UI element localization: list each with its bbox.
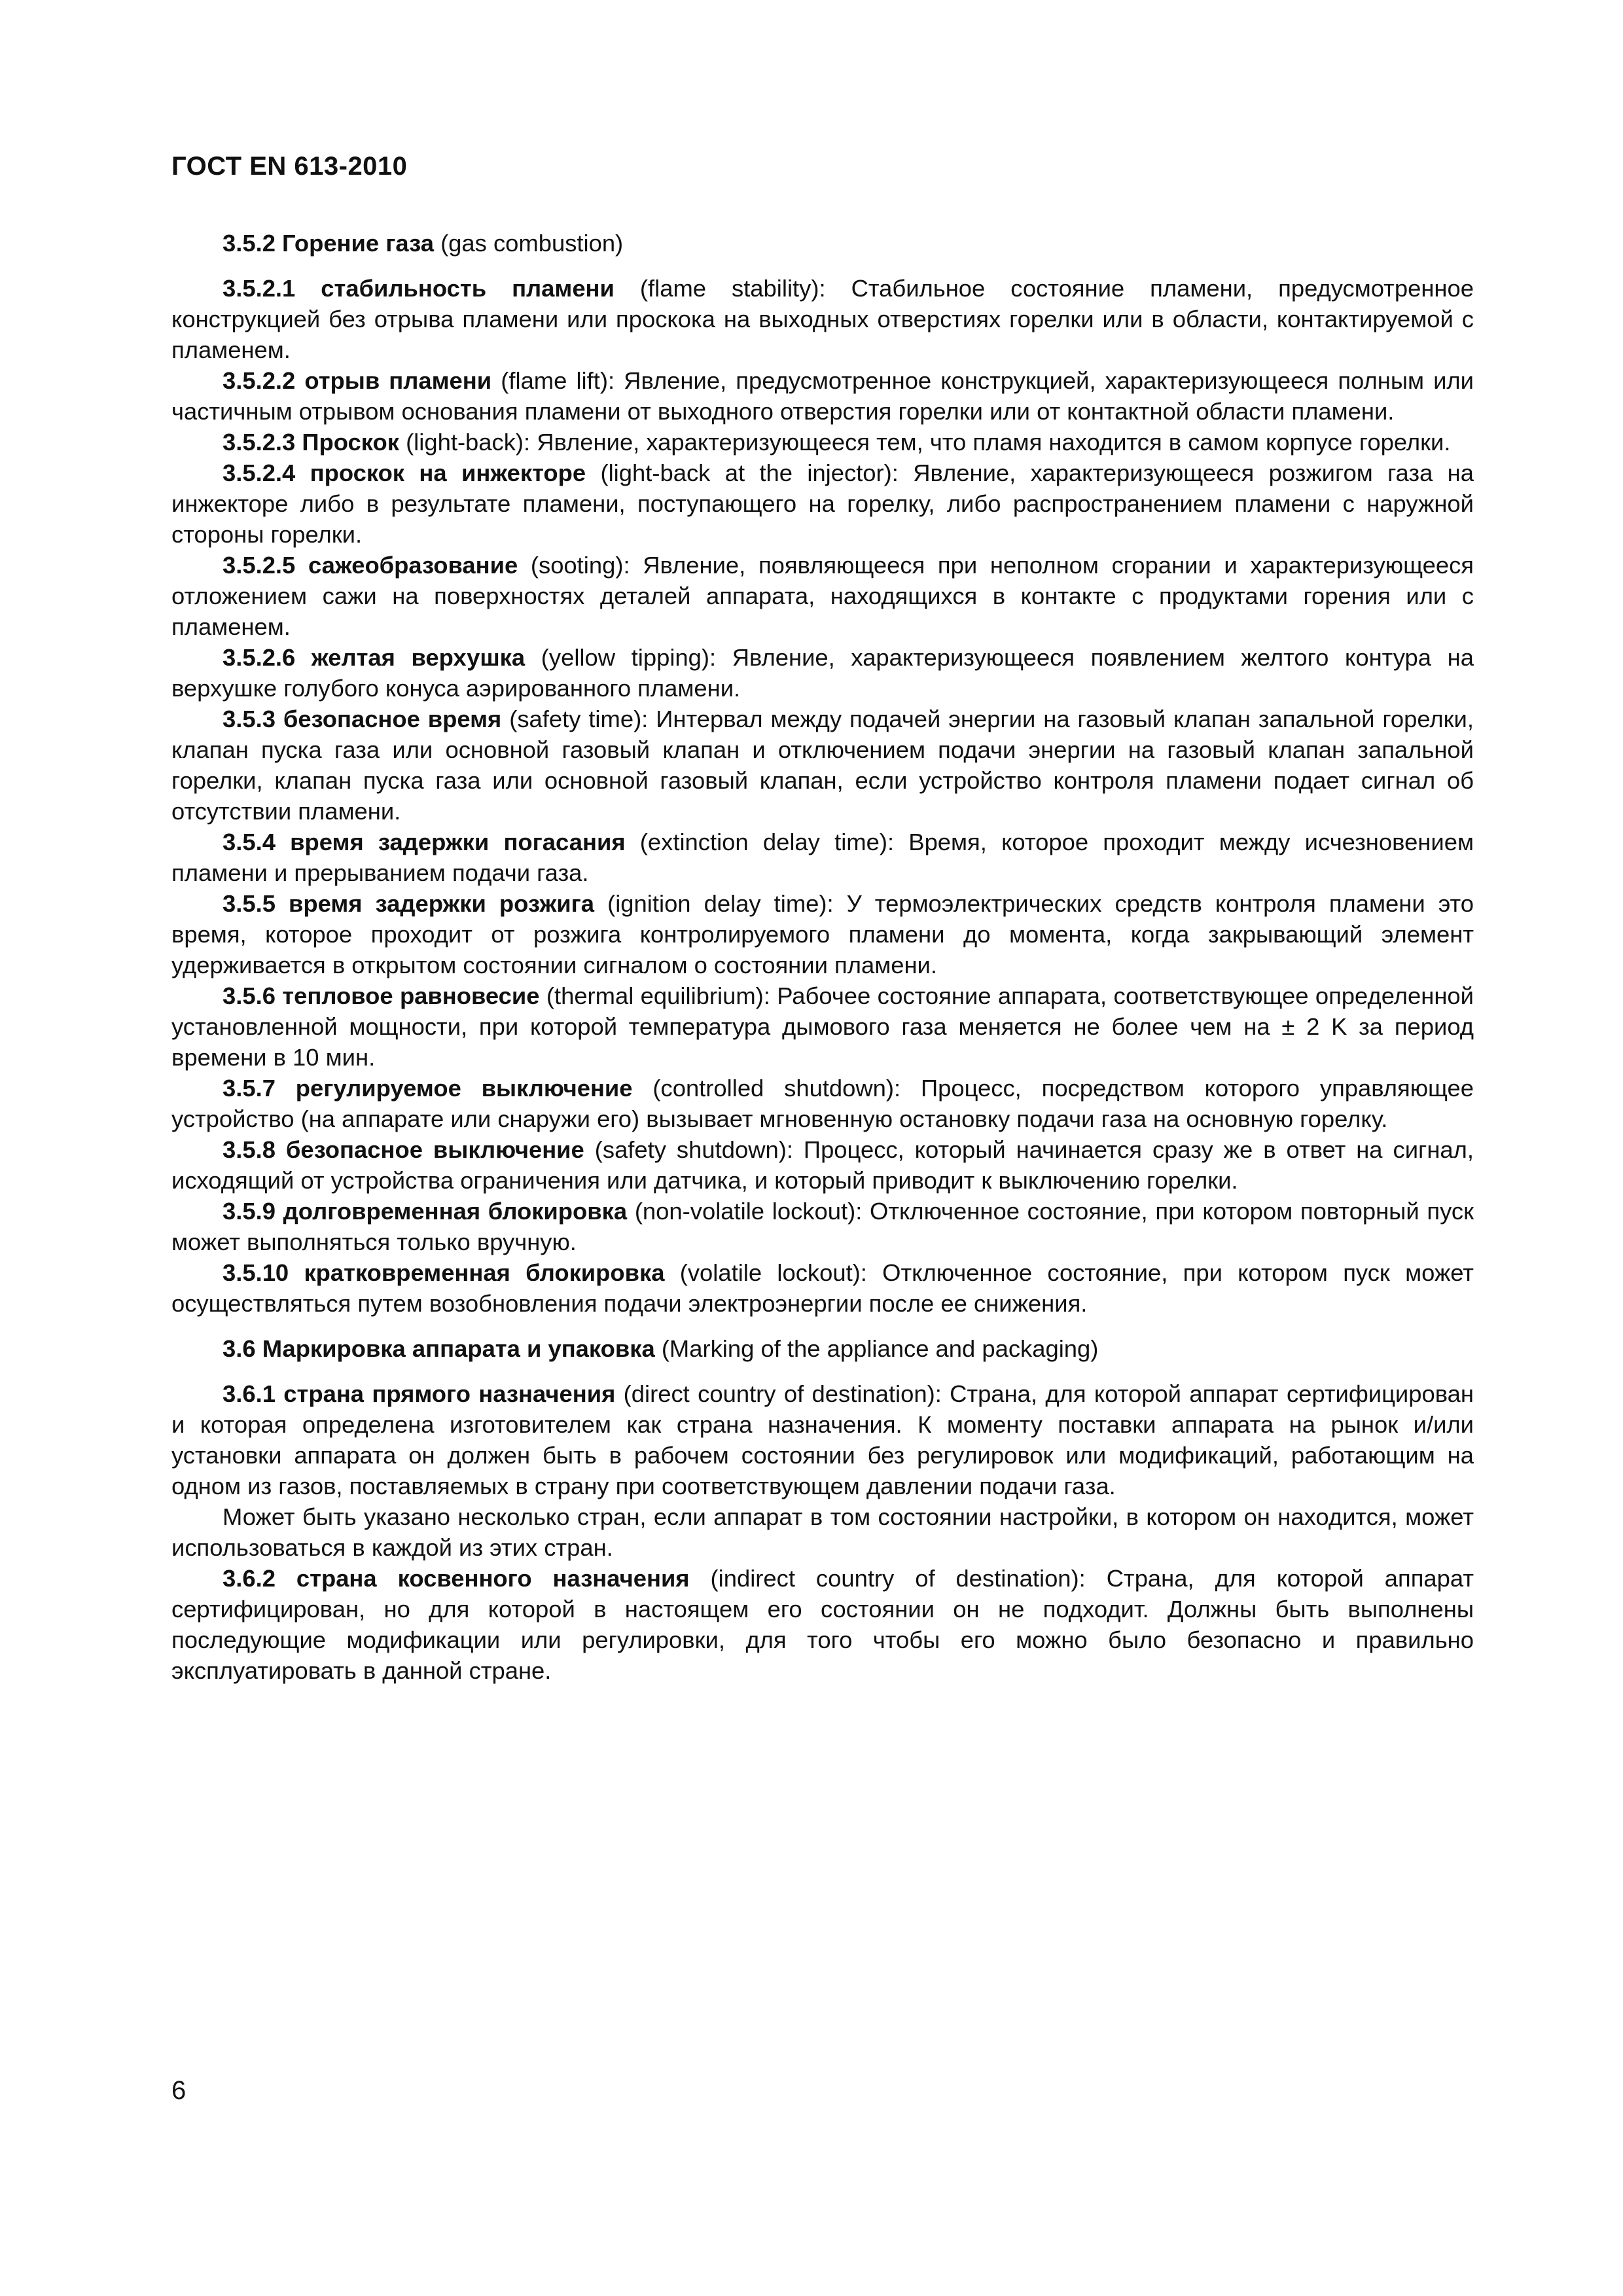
definition: (yellow tipping): Явление, характеризующееся появлением желтого контура на верхушке голубого конуса аэрированного пламени. bbox=[171, 644, 1474, 702]
section-3-6-1-note bbox=[171, 1501, 1474, 1563]
term: 3.5.3 безопасное время bbox=[223, 706, 502, 732]
term: 3.5.6 тепловое равновесие bbox=[223, 982, 540, 1009]
definition: (thermal equilibrium): Рабочее состояние аппарата, соответствующее определенной установленной мощности, при которой температура дымового газа меняется не более чем на ± 2 K за период времени в 10 мин. bbox=[171, 982, 1474, 1071]
term: 3.6.1 страна прямого назначения bbox=[223, 1380, 616, 1407]
section-3-5-5 bbox=[171, 888, 1474, 980]
term: 3.5.2.5 сажеобразование bbox=[223, 552, 518, 579]
definition: (extinction delay time): Время, которое проходит между исчезновением пламени и прерыванием подачи газа. bbox=[171, 829, 1474, 886]
section-3-5-2-2 bbox=[171, 365, 1474, 427]
term: 3.5.2.6 желтая верхушка bbox=[223, 644, 526, 671]
section-3-6-2 bbox=[171, 1563, 1474, 1686]
definition: (gas combustion) bbox=[433, 230, 624, 257]
page-number: 6 bbox=[171, 2076, 187, 2105]
definition: (sooting): Явление, появляющееся при неполном сгорании и характеризующееся отложением сажи на поверхностях деталей аппарата, находящихся в контакте с продуктами горения или с пламенем. bbox=[171, 552, 1474, 640]
term: 3.5.2.2 отрыв пламени bbox=[223, 367, 492, 394]
definition: (controlled shutdown): Процесс, посредством которого управляющее устройство (на аппарате или снаружи его) вызывает мгновенную остановку подачи газа на основную горелку. bbox=[171, 1075, 1474, 1132]
definition: (flame stability): Стабильное состояние пламени, предусмотренное конструкцией без отрыва пламени или проскока на выходных отверстиях горелки или в области, контактируемой с пламенем. bbox=[171, 275, 1474, 363]
term: 3.5.2.4 проскок на инжекторе bbox=[223, 459, 586, 486]
section-3-5-9 bbox=[171, 1196, 1474, 1257]
document-header: ГОСТ EN 613-2010 bbox=[171, 152, 408, 181]
term: 3.5.7 регулируемое выключение bbox=[223, 1075, 633, 1102]
definition: (volatile lockout): Отключенное состояние, при котором пуск может осуществляться путем возобновления подачи электроэнергии после ее снижения. bbox=[171, 1259, 1474, 1317]
definition: (ignition delay time): У термоэлектрических средств контроля пламени это время, которое проходит от розжига контролируемого пламени до момента, когда закрывающий элемент удерживается в открытом состоянии сигналом о состоянии пламени. bbox=[171, 890, 1474, 978]
definition: (light-back at the injector): Явление, характеризующееся розжигом газа на инжекторе либо в результате пламени, поступающего на горелку, либо распространением пламени с наружной стороны горелки. bbox=[171, 459, 1474, 548]
definition: (safety time): Интервал между подачей энергии на газовый клапан запальной горелки, клапан пуска газа или основной газовый клапан и отключением подачи энергии на газовый клапан запальной горелки, клапан пуска газа или основной газовый клапан, если устройство контроля пламени подает сигнал об отсутствии пламени. bbox=[171, 706, 1474, 825]
section-3-5-2-3 bbox=[171, 427, 1474, 457]
section-3-5-3 bbox=[171, 704, 1474, 827]
term: 3.5.2 Горение газа bbox=[223, 230, 434, 257]
term: 3.6.2 страна косвенного назначения bbox=[223, 1565, 690, 1592]
term: 3.5.10 кратковременная блокировка bbox=[223, 1259, 665, 1286]
section-3-5-10 bbox=[171, 1257, 1474, 1319]
section-3-5-7 bbox=[171, 1073, 1474, 1134]
term: 3.5.2.1 стабильность пламени bbox=[223, 275, 615, 302]
section-3-5-2-5 bbox=[171, 550, 1474, 642]
document-body bbox=[171, 228, 1474, 1686]
section-3-5-6 bbox=[171, 980, 1474, 1073]
section-3-5-2-1 bbox=[171, 273, 1474, 365]
section-3-6-1 bbox=[171, 1378, 1474, 1501]
section-3-5-8 bbox=[171, 1134, 1474, 1196]
term: 3.5.9 долговременная блокировка bbox=[223, 1198, 628, 1225]
definition: (direct country of destination): Страна, для которой аппарат сертифицирован и которая определена изготовителем как страна назначения. К моменту поставки аппарата на рынок и/или установки аппарата он должен быть в рабочем состоянии без регулировок или модификаций, работающим на одном из газов, поставляемых в страну при соответствующем давлении подачи газа. bbox=[171, 1380, 1474, 1499]
term: 3.6 Маркировка аппарата и упаковка bbox=[223, 1335, 655, 1362]
definition: (indirect country of destination): Страна, для которой аппарат сертифицирован, но для которой в настоящем его состоянии он не подходит. Должны быть выполнены последующие модификации или регулировки, для того чтобы его можно было безопасно и правильно эксплуатировать в данной стране. bbox=[171, 1565, 1474, 1684]
definition: (Marking of the appliance and packaging) bbox=[654, 1335, 1099, 1362]
term: 3.5.8 безопасное выключение bbox=[223, 1136, 584, 1163]
section-3-5-2-6 bbox=[171, 642, 1474, 704]
section-3-6 bbox=[171, 1333, 1474, 1364]
term: 3.5.2.3 Проскок bbox=[223, 429, 399, 456]
definition: (flame lift): Явление, предусмотренное конструкцией, характеризующееся полным или частичным отрывом основания пламени от выходного отверстия горелки или от контактной области пламени. bbox=[171, 367, 1474, 425]
section-3-5-2 bbox=[171, 228, 1474, 259]
term: 3.5.5 время задержки розжига bbox=[223, 890, 595, 917]
section-3-5-2-4 bbox=[171, 457, 1474, 550]
definition: (light-back): Явление, характеризующееся тем, что пламя находится в самом корпусе горелки. bbox=[399, 429, 1451, 456]
section-3-5-4 bbox=[171, 827, 1474, 888]
definition: (safety shutdown): Процесс, который начинается сразу же в ответ на сигнал, исходящий от устройства ограничения или датчика, и который приводит к выключению горелки. bbox=[171, 1136, 1474, 1194]
definition: (non-volatile lockout): Отключенное состояние, при котором повторный пуск может выполняться только вручную. bbox=[171, 1198, 1474, 1255]
term: 3.5.4 время задержки погасания bbox=[223, 829, 626, 855]
definition: Может быть указано несколько стран, если аппарат в том состоянии настройки, в котором он находится, может использоваться в каждой из этих стран. bbox=[171, 1503, 1474, 1561]
